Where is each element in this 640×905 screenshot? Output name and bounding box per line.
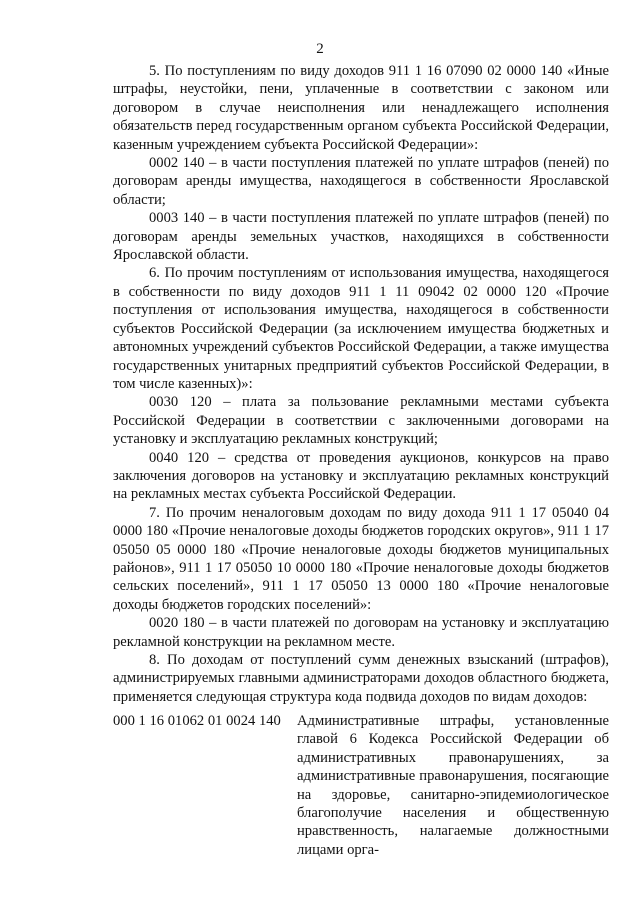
paragraph-6-item-0040: 0040 120 – средства от проведения аукционов, конкурсов на право заключения договоров на установку и эксплуатацию рекламных конструкций на рекламных местах субъекта Российской Федерации. [113, 449, 609, 503]
page-number: 2 [316, 41, 324, 57]
paragraph-5-item-0003: 0003 140 – в части поступления платежей по уплате штрафов (пеней) по договорам аренды земельных участков, находящихся в собственности Ярославской области. [113, 210, 609, 264]
paragraph-5-item-0002: 0002 140 – в части поступления платежей по уплате штрафов (пеней) по договорам аренды имущества, находящегося в собственности Ярославской области; [113, 155, 609, 208]
paragraph-7: 7. По прочим неналоговым доходам по виду дохода 911 1 17 05040 04 0000 180 «Прочие неналоговые доходы бюджетов городских округов», 911 1 17 05050 05 0000 180 «Прочие неналоговые доходы бюджетов муниципальных районов», 911 1 17 05050 10 0000 180 «Прочие неналоговые доходы бюджетов сельских поселений», 911 1 17 05050 13 0000 180 «Прочие неналоговые доходы бюджетов городских поселений»: [113, 504, 609, 613]
paragraph-6: 6. По прочим поступлениям от использования имущества, находящегося в собственности по виду доходов 911 1 11 09042 02 0000 120 «Прочие поступления от использования имущества, находящегося в собственности субъектов Российской Федерации (за исключением имущества бюджетных и автономных учреждений субъектов Российской Федерации, а также имущества государственных унитарных предприятий субъектов Российской Федерации, в том числе казенных)»: [113, 265, 609, 392]
document-body [113, 62, 609, 706]
paragraph-8: 8. По доходам от поступлений сумм денежных взысканий (штрафов), администрируемых главными администраторами доходов областного бюджета, применяется следующая структура кода подвида доходов по видам доходов: [113, 652, 609, 705]
income-code-description: Административные штрафы, установленные главой 6 Кодекса Российской Федерации об административных правонарушениях, за административные правонарушения, посягающие на здоровье, санитарно-эпидемиологическое благополучие населения и общественную нравственность, налагаемые должностными лицами орга- [297, 713, 609, 858]
paragraph-5: 5. По поступлениям по виду доходов 911 1 16 07090 02 0000 140 «Иные штрафы, неустойки, пени, уплаченные в соответствии с законом или договором в случае неисполнения или ненадлежащего исполнения обязательств перед государственным органом субъекта Российской Федерации, казенным учреждением субъекта Российской Федерации»: [113, 63, 609, 153]
income-code: 000 1 16 01062 01 0024 140 [113, 713, 281, 729]
paragraph-6-item-0030: 0030 120 – плата за пользование рекламными местами субъекта Российской Федерации в соответствии с заключенными договорами на установку и эксплуатацию рекламных конструкций; [113, 394, 609, 448]
code-table [113, 712, 609, 859]
paragraph-7-item-0020: 0020 180 – в части платежей по договорам на установку и эксплуатацию рекламной конструкции на рекламном месте. [113, 615, 609, 650]
